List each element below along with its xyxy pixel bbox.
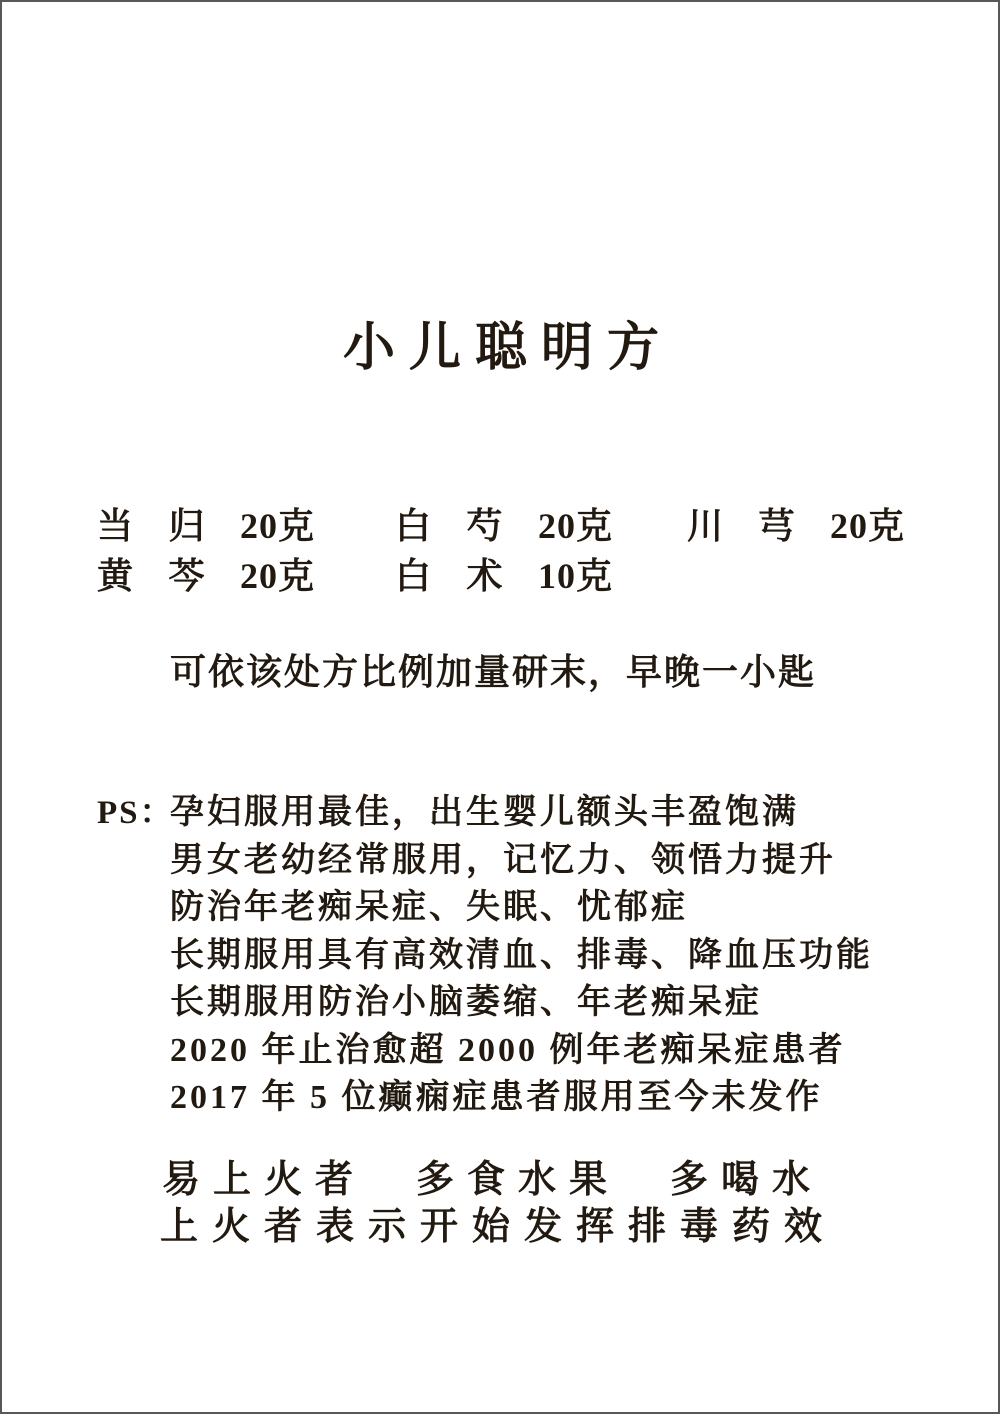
footer-advice-group: 易上火者 [162, 1159, 367, 1201]
ingredient-baishao [395, 505, 613, 548]
ps-note-line: 长期服用防治小脑萎缩、年老痴呆症 [170, 984, 762, 1021]
ingredient-name-char: 白 [395, 506, 432, 546]
ingredient-quantity: 20克 [537, 506, 613, 546]
ps-note-line: 男女老幼经常服用，记忆力、领悟力提升 [170, 842, 836, 879]
ingredient-baizhu [395, 555, 613, 598]
ps-label: PS： [97, 795, 175, 831]
ingredient-name-char: 芍 [466, 506, 503, 546]
ps-note-line: 2017 年 5 位癫痫症患者服用至今未发作 [170, 1079, 823, 1116]
ingredient-name-char: 芎 [758, 506, 795, 546]
footer-detox-subject: 上火者 [160, 1206, 317, 1248]
ps-note-line: 孕妇服用最佳，出生婴儿额头丰盈饱满 [170, 794, 799, 831]
ps-note-line: 防治年老痴呆症、失眠、忧郁症 [170, 889, 688, 926]
footer-advice-line [162, 1158, 823, 1204]
ingredient-name-char: 归 [168, 506, 205, 546]
ingredient-danggui [97, 505, 315, 548]
dosage-instruction: 可依该处方比例加量研末，早晚一小匙 [170, 652, 817, 692]
footer-advice-group: 多喝水 [670, 1159, 824, 1201]
ingredient-name-char: 术 [466, 556, 503, 596]
ingredient-name-char: 川 [687, 506, 724, 546]
ingredient-name-char: 当 [97, 506, 134, 546]
footer-detox-line [160, 1205, 836, 1251]
ingredient-quantity: 20克 [829, 506, 905, 546]
ingredient-quantity: 20克 [239, 556, 315, 596]
ps-note-line: 2020 年止治愈超 2000 例年老痴呆症患者 [170, 1032, 846, 1069]
page-title: 小儿聪明方 [342, 320, 673, 377]
ingredient-quantity: 20克 [239, 506, 315, 546]
footer-detox-explanation: 表示开始发挥排毒药效 [316, 1206, 837, 1248]
ingredient-huangqin [97, 555, 315, 598]
ingredient-chuanxiong [687, 505, 905, 548]
ingredients-row-1 [97, 505, 927, 551]
ingredient-name-char: 黄 [97, 556, 134, 596]
ingredients-row-2 [97, 555, 927, 601]
ingredient-name-char: 白 [395, 556, 432, 596]
ps-note-line: 长期服用具有高效清血、排毒、降血压功能 [170, 937, 873, 974]
ingredient-quantity: 10克 [537, 556, 613, 596]
ingredient-name-char: 芩 [168, 556, 205, 596]
footer-advice-group: 多食水果 [416, 1159, 621, 1201]
